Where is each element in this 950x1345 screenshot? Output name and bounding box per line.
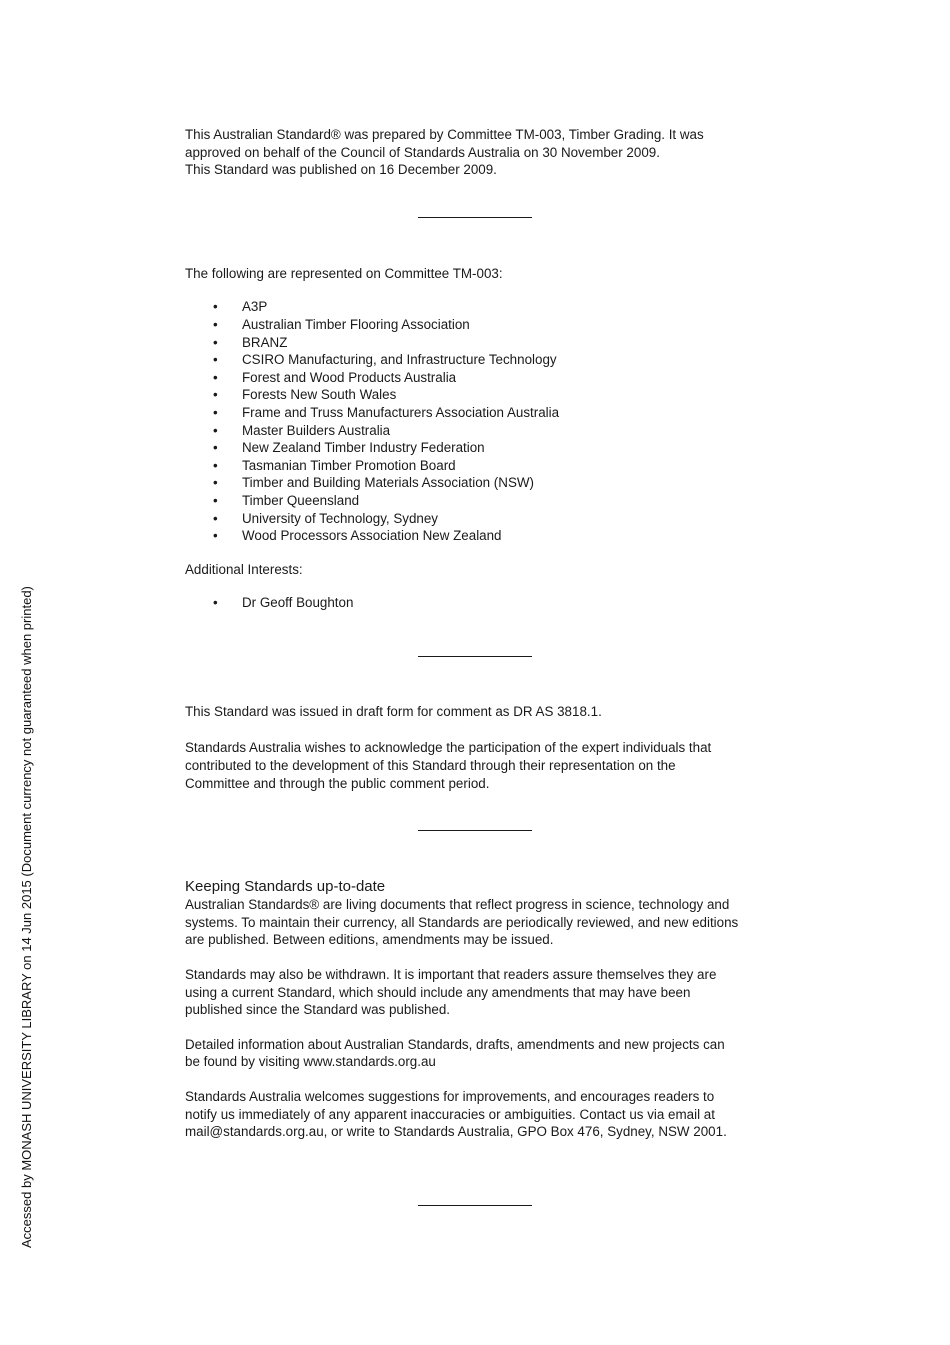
draft-statement: This Standard was issued in draft form for comment as DR AS 3818.1. xyxy=(185,703,602,719)
preparation-line: This Australian Standard® was prepared by Committee TM-003, Timber Grading. It was xyxy=(185,127,704,142)
page-content xyxy=(185,126,770,1206)
living-documents-paragraph xyxy=(185,896,770,949)
list-item: • Australian Timber Flooring Association xyxy=(185,316,770,334)
list-item: • Timber and Building Materials Association (NSW) xyxy=(185,474,770,492)
acknowledgement-paragraph xyxy=(185,739,770,792)
paragraph-line: Standards Australia wishes to acknowledge the participation of the expert individuals that xyxy=(185,740,712,756)
list-item: • A3P xyxy=(185,298,770,316)
list-item: • University of Technology, Sydney xyxy=(185,510,770,528)
list-item: • BRANZ xyxy=(185,334,770,352)
paragraph-line: be found by visiting www.standards.org.au xyxy=(185,1054,436,1070)
list-item: • Frame and Truss Manufacturers Association Australia xyxy=(185,404,770,422)
list-item: • Forests New South Wales xyxy=(185,386,770,404)
paragraph-line: Standards may also be withdrawn. It is important that readers assure themselves they are xyxy=(185,967,717,983)
list-item: • New Zealand Timber Industry Federation xyxy=(185,439,770,457)
additional-interests-list xyxy=(185,594,770,612)
list-item: • Forest and Wood Products Australia xyxy=(185,369,770,387)
preparation-line: approved on behalf of the Council of Standards Australia on 30 November 2009. xyxy=(185,144,660,160)
section-divider xyxy=(418,1205,532,1206)
paragraph-line: notify us immediately of any apparent inaccuracies or ambiguities. Contact us via email at xyxy=(185,1106,715,1122)
contact-paragraph xyxy=(185,1088,770,1141)
section-divider xyxy=(418,656,532,657)
access-stamp: Accessed by MONASH UNIVERSITY LIBRARY on 14 Jun 2015 (Document currency not guaranteed when printed) xyxy=(19,586,34,1248)
paragraph-line: Committee and through the public comment period. xyxy=(185,775,490,791)
paragraph-line: Australian Standards® are living documents that reflect progress in science, technology and xyxy=(185,897,730,913)
paragraph-line: contributed to the development of this Standard through their representation on the xyxy=(185,758,676,774)
paragraph-line: mail@standards.org.au, or write to Standards Australia, GPO Box 476, Sydney, NSW 2001. xyxy=(185,1124,727,1140)
list-item: • CSIRO Manufacturing, and Infrastructure Technology xyxy=(185,351,770,369)
preparation-statement xyxy=(185,126,770,179)
paragraph-line: are published. Between editions, amendments may be issued. xyxy=(185,932,554,948)
paragraph-line: published since the Standard was published. xyxy=(185,1002,451,1018)
paragraph-line: using a current Standard, which should include any amendments that may have been xyxy=(185,984,691,1000)
preparation-line: This Standard was published on 16 December 2009. xyxy=(185,162,497,178)
information-paragraph xyxy=(185,1036,770,1071)
list-item: • Dr Geoff Boughton xyxy=(185,594,770,612)
list-item: • Timber Queensland xyxy=(185,492,770,510)
committee-intro: The following are represented on Committee TM-003: xyxy=(185,265,503,281)
committee-member-list xyxy=(185,298,770,544)
paragraph-line: systems. To maintain their currency, all Standards are periodically reviewed, and new editions xyxy=(185,914,739,930)
section-heading: Keeping Standards up-to-date xyxy=(185,878,386,896)
list-item: • Master Builders Australia xyxy=(185,422,770,440)
section-divider xyxy=(418,217,532,218)
paragraph-line: Standards Australia welcomes suggestions for improvements, and encourages readers to xyxy=(185,1089,715,1104)
paragraph-line: Detailed information about Australian Standards, drafts, amendments and new projects can xyxy=(185,1036,725,1052)
withdrawal-paragraph xyxy=(185,966,770,1019)
list-item: • Wood Processors Association New Zealand xyxy=(185,527,770,545)
list-item: • Tasmanian Timber Promotion Board xyxy=(185,457,770,475)
additional-interests-label: Additional Interests: xyxy=(185,561,303,577)
section-divider xyxy=(418,830,532,831)
